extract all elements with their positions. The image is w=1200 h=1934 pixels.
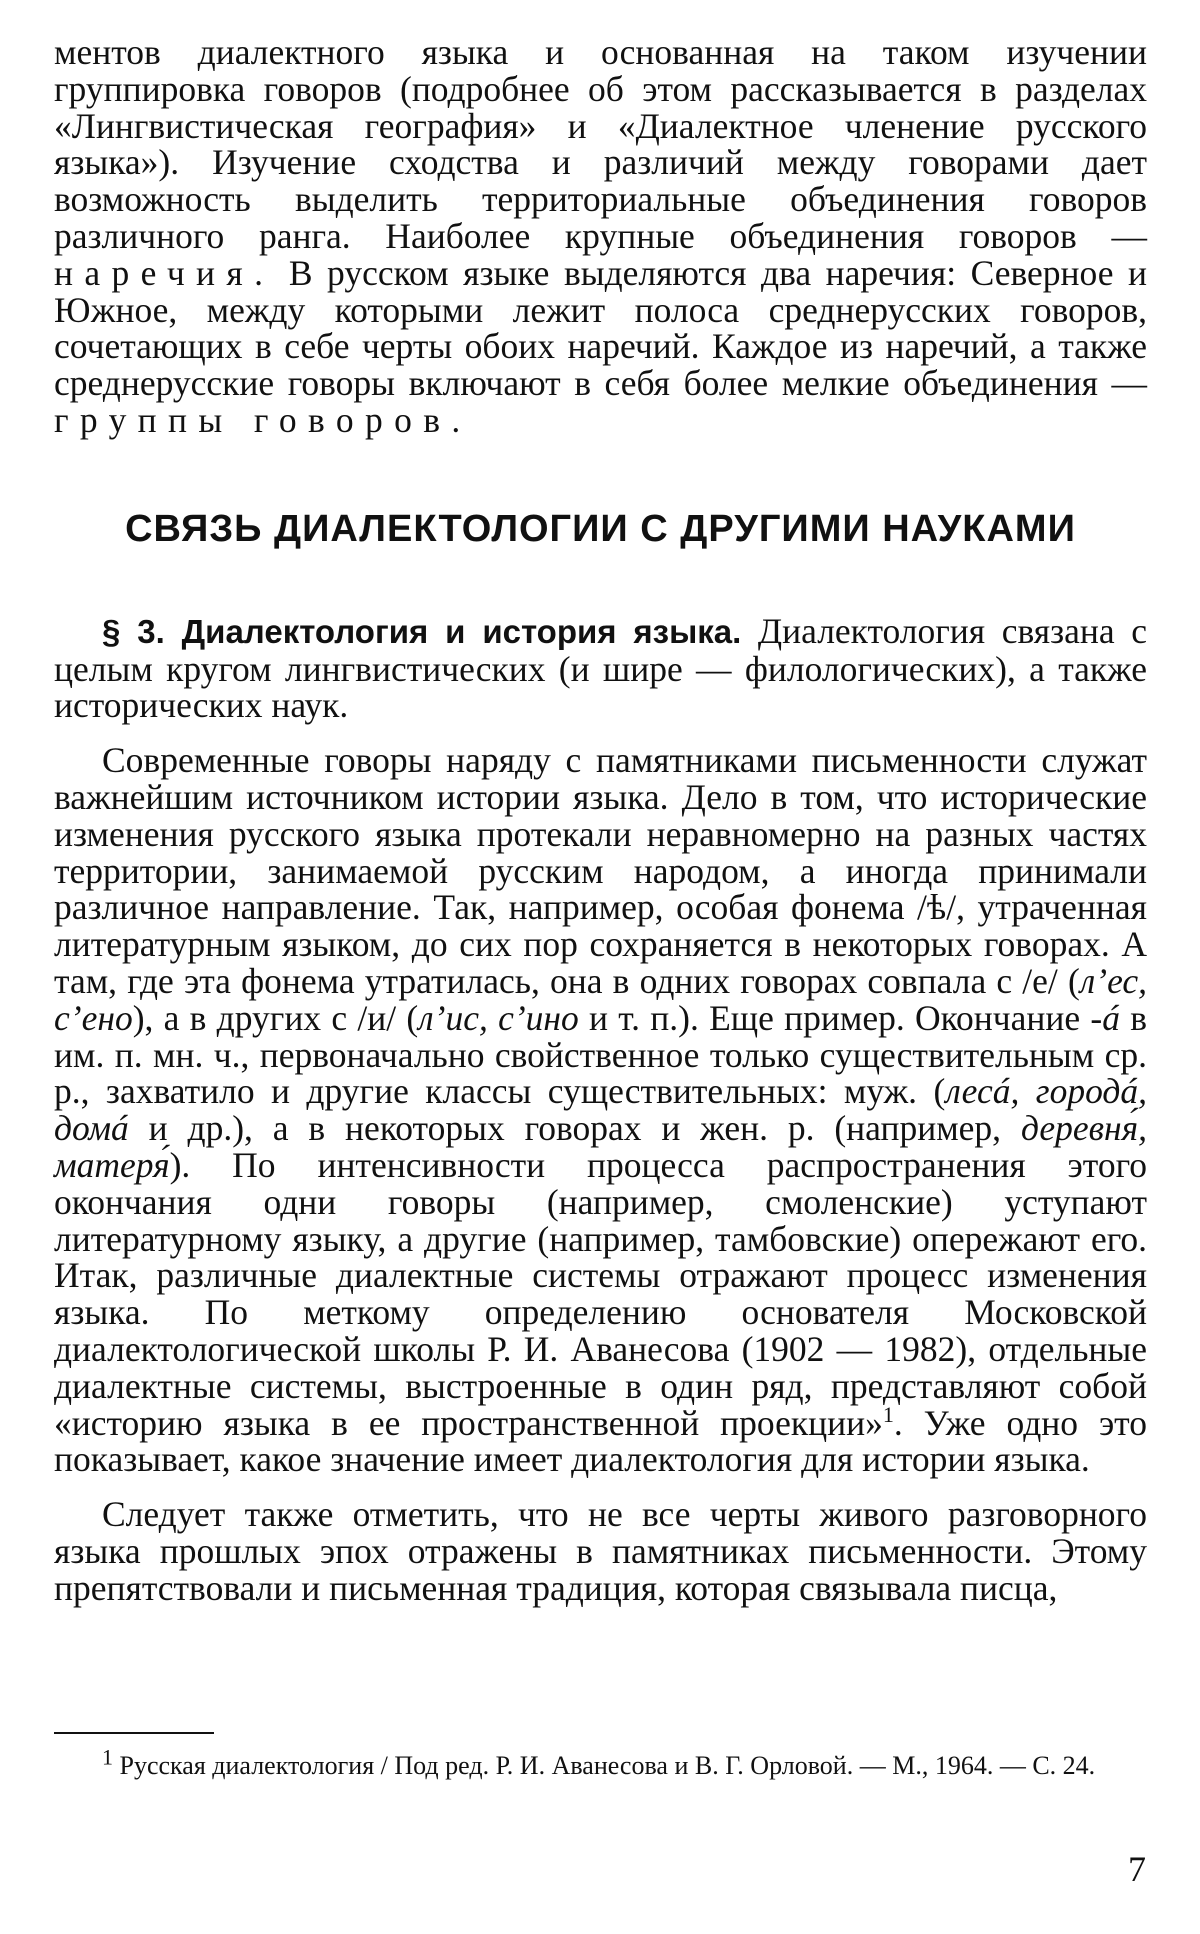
footnote-divider bbox=[54, 1732, 214, 1734]
example-les-seno: л’ес, с’ено bbox=[54, 960, 1147, 1038]
page-body bbox=[54, 34, 1147, 1606]
example-masculine: лесá, городá, домá bbox=[54, 1071, 1147, 1149]
footnote-text: Русская диалектология / Под ред. Р. И. Аванесова и В. Г. Орловой. — М., 1964. — С. 24. bbox=[113, 1751, 1096, 1780]
footnote-reference[interactable]: 1 bbox=[882, 1401, 894, 1427]
example-feminine: деревня́, матеря́ bbox=[54, 1108, 1147, 1185]
footnote-number: 1 bbox=[102, 1744, 113, 1770]
paragraph-history-text-c: и т. п.). Еще пример. Окончание bbox=[578, 997, 1091, 1038]
term-gruppy-govorov: группы говоров. bbox=[54, 399, 472, 440]
example-ending: -á bbox=[1090, 997, 1120, 1038]
paragraph-history bbox=[54, 742, 1147, 1478]
page-number: 7 bbox=[1128, 1849, 1146, 1889]
example-lis-sino: л’ис, с’ино bbox=[418, 997, 579, 1038]
paragraph-history-text-a: Современные говоры наряду с памятниками письменности служат важнейшим источником истории языка. Дело в том, что исторические изменения русского языка протекали неравномерно на разных частях территории, занимаемой русским народом, а иногда принимали различное направление. Так, например, особая фонема /ѣ/, утраченная литературным языком, до сих пор сохраняется в некоторых говорах. А там, где эта фонема утратилась, она в одних говорах совпала с /е/ ( bbox=[54, 740, 1147, 1001]
paragraph-history-text-g: . Уже одно это показывает, какое значение имеет диалектология для истории языка. bbox=[54, 1402, 1147, 1480]
paragraph-history-text-f: ). По интенсивности процесса распространения этого окончания одни говоры (например, смоленские) уступают литературному языку, а другие (например, тамбовские) опережают его. Итак, различные диалектные системы отражают процесс изменения языка. По меткому определению основателя Московской диалектологической школы Р. И. Аванесова (1902 — 1982), отдельные диалектные системы, выстроенные в один ряд, представляют собой «историю языка в ее пространственной проекции» bbox=[54, 1144, 1147, 1443]
paragraph-continued bbox=[54, 34, 1147, 439]
paragraph-1-text: ментов диалектного языка и основанная на таком изучении группировка говоров (подробнее об этом рассказывается в разделах «Лингвистическая география» и «Диалектное членение русского языка»). Изучение сходства и различий между говорами дает возможность выделить территориальные объединения говоров различного ранга. Наиболее крупные объединения говоров — bbox=[54, 32, 1147, 256]
footnote bbox=[54, 1744, 1147, 1780]
section-3-title: § 3. Диалектология и история языка. bbox=[102, 612, 742, 650]
paragraph-history-text-e: и др.), а в некоторых говорах и жен. р. (например, bbox=[128, 1108, 1021, 1149]
paragraph-written-tradition: Следует также отметить, что не все черты живого разговорного языка прошлых эпох отражены в памятниках письменности. Этому препятствовали и письменная традиция, которая связывала писца, bbox=[54, 1494, 1147, 1608]
term-narechiya: наречия. bbox=[54, 252, 275, 293]
paragraph-1-continued-text: В русском языке выделяются два наречия: Северное и Южное, между которыми лежит полоса среднерусских говоров, сочетающих в себе черты обоих наречий. Каждое из наречий, а также среднерусские говоры включают в себя более мелкие объединения — bbox=[54, 252, 1147, 404]
paragraph-history-text-b: ), а в других с /и/ ( bbox=[132, 997, 419, 1038]
section-heading: СВЯЗЬ ДИАЛЕКТОЛОГИИ С ДРУГИМИ НАУКАМИ bbox=[125, 507, 1076, 550]
section-3-text: Диалектология связана с целым кругом лингвистических (и шире — филологических), а также исторических наук. bbox=[54, 610, 1148, 726]
paragraph-history-text-d: в им. п. мн. ч., первоначально свойственное только существительным ср. р., захватило и другие классы существительных: муж. ( bbox=[54, 997, 1148, 1112]
section-3-paragraph bbox=[54, 610, 1148, 726]
